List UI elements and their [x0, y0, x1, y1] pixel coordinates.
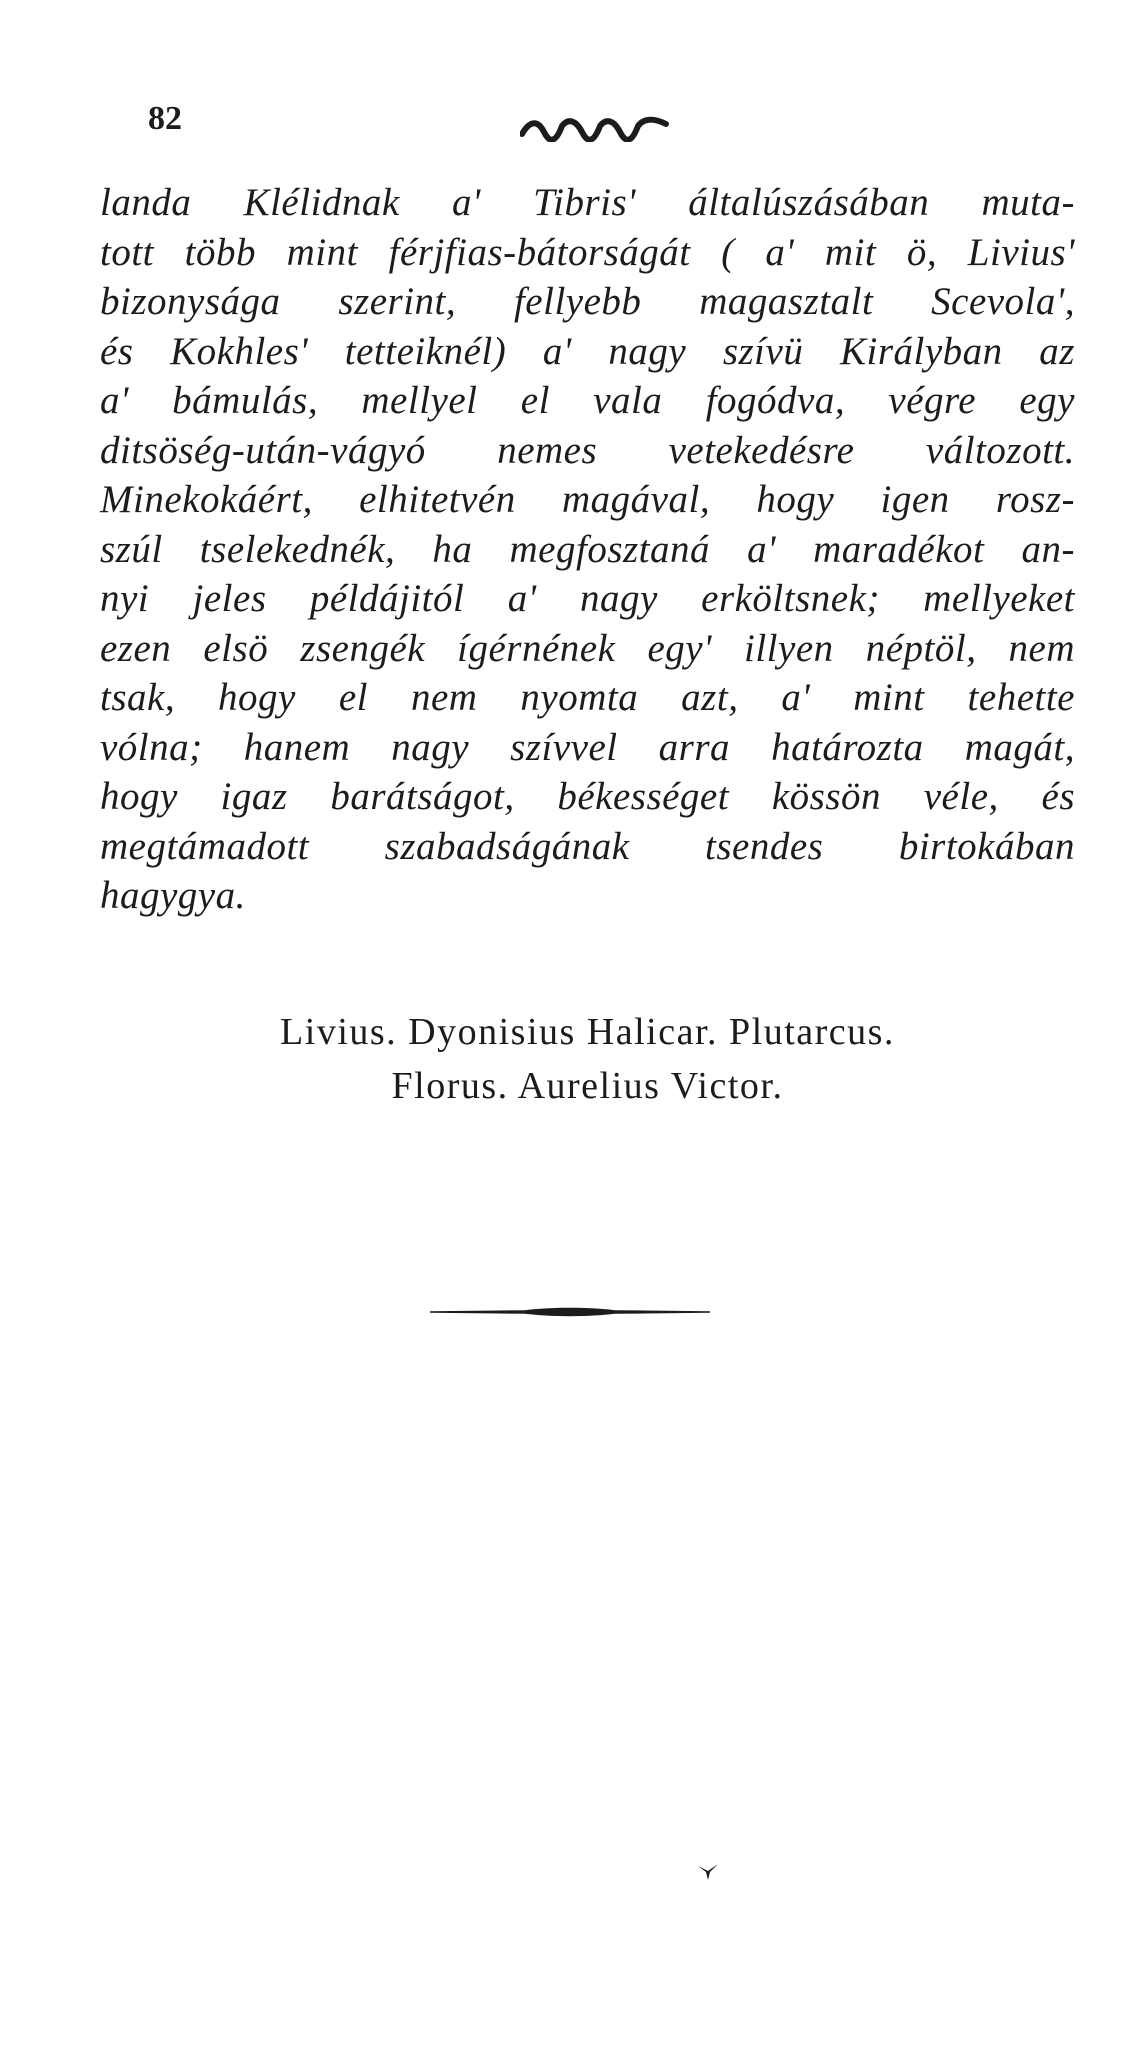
reference-line-1: Livius. Dyonisius Halicar. Plutarcus. — [280, 1011, 895, 1053]
text-line: tsak, hogy el nem nyomta azt, a' mint tehette — [100, 676, 1075, 719]
catchword-mark-icon — [696, 1860, 720, 1882]
text-line: Minekokáért, elhitetvén magával, hogy igen rosz- — [100, 478, 1075, 521]
text-line: ditsöség-után-vágyó nemes vetekedésre változott. — [100, 428, 1075, 472]
text-line: nyi jeles példájitól a' nagy erköltsnek; mellyeket — [100, 577, 1075, 620]
text-line: ezen elsö zsengék ígérnének egy' illyen néptöl, nem — [100, 626, 1075, 670]
text-line: megtámadott szabadságának tsendes birtokában — [100, 824, 1075, 868]
text-line: tott több mint férjfias-bátorságát ( a' mit ö, Livius' — [100, 230, 1075, 274]
ornamental-flourish-icon — [520, 112, 670, 142]
text-line: bizonysága szerint, fellyebb magasztalt Scevola', — [100, 280, 1075, 323]
reference-line-2: Florus. Aurelius Victor. — [391, 1065, 784, 1107]
text-line: szúl tselekednék, ha megfosztaná a' maradékot an- — [100, 527, 1075, 571]
text-line: landa Klélidnak a' Tibris' általúszásában muta- — [100, 181, 1075, 224]
text-line-final: hagygya. — [100, 874, 246, 917]
page-number: 82 — [148, 100, 182, 137]
tapered-rule-icon — [430, 1300, 710, 1324]
body-text — [100, 178, 1075, 921]
text-line: hogy igaz barátságot, békességet kössön véle, és — [100, 775, 1075, 818]
text-line: és Kokhles' tetteiknél) a' nagy szívü Királyban az — [100, 329, 1075, 373]
text-line: vólna; hanem nagy szívvel arra határozta magát, — [100, 725, 1075, 769]
text-line: a' bámulás, mellyel el vala fogódva, végre egy — [100, 379, 1075, 422]
source-references — [100, 1005, 1075, 1113]
